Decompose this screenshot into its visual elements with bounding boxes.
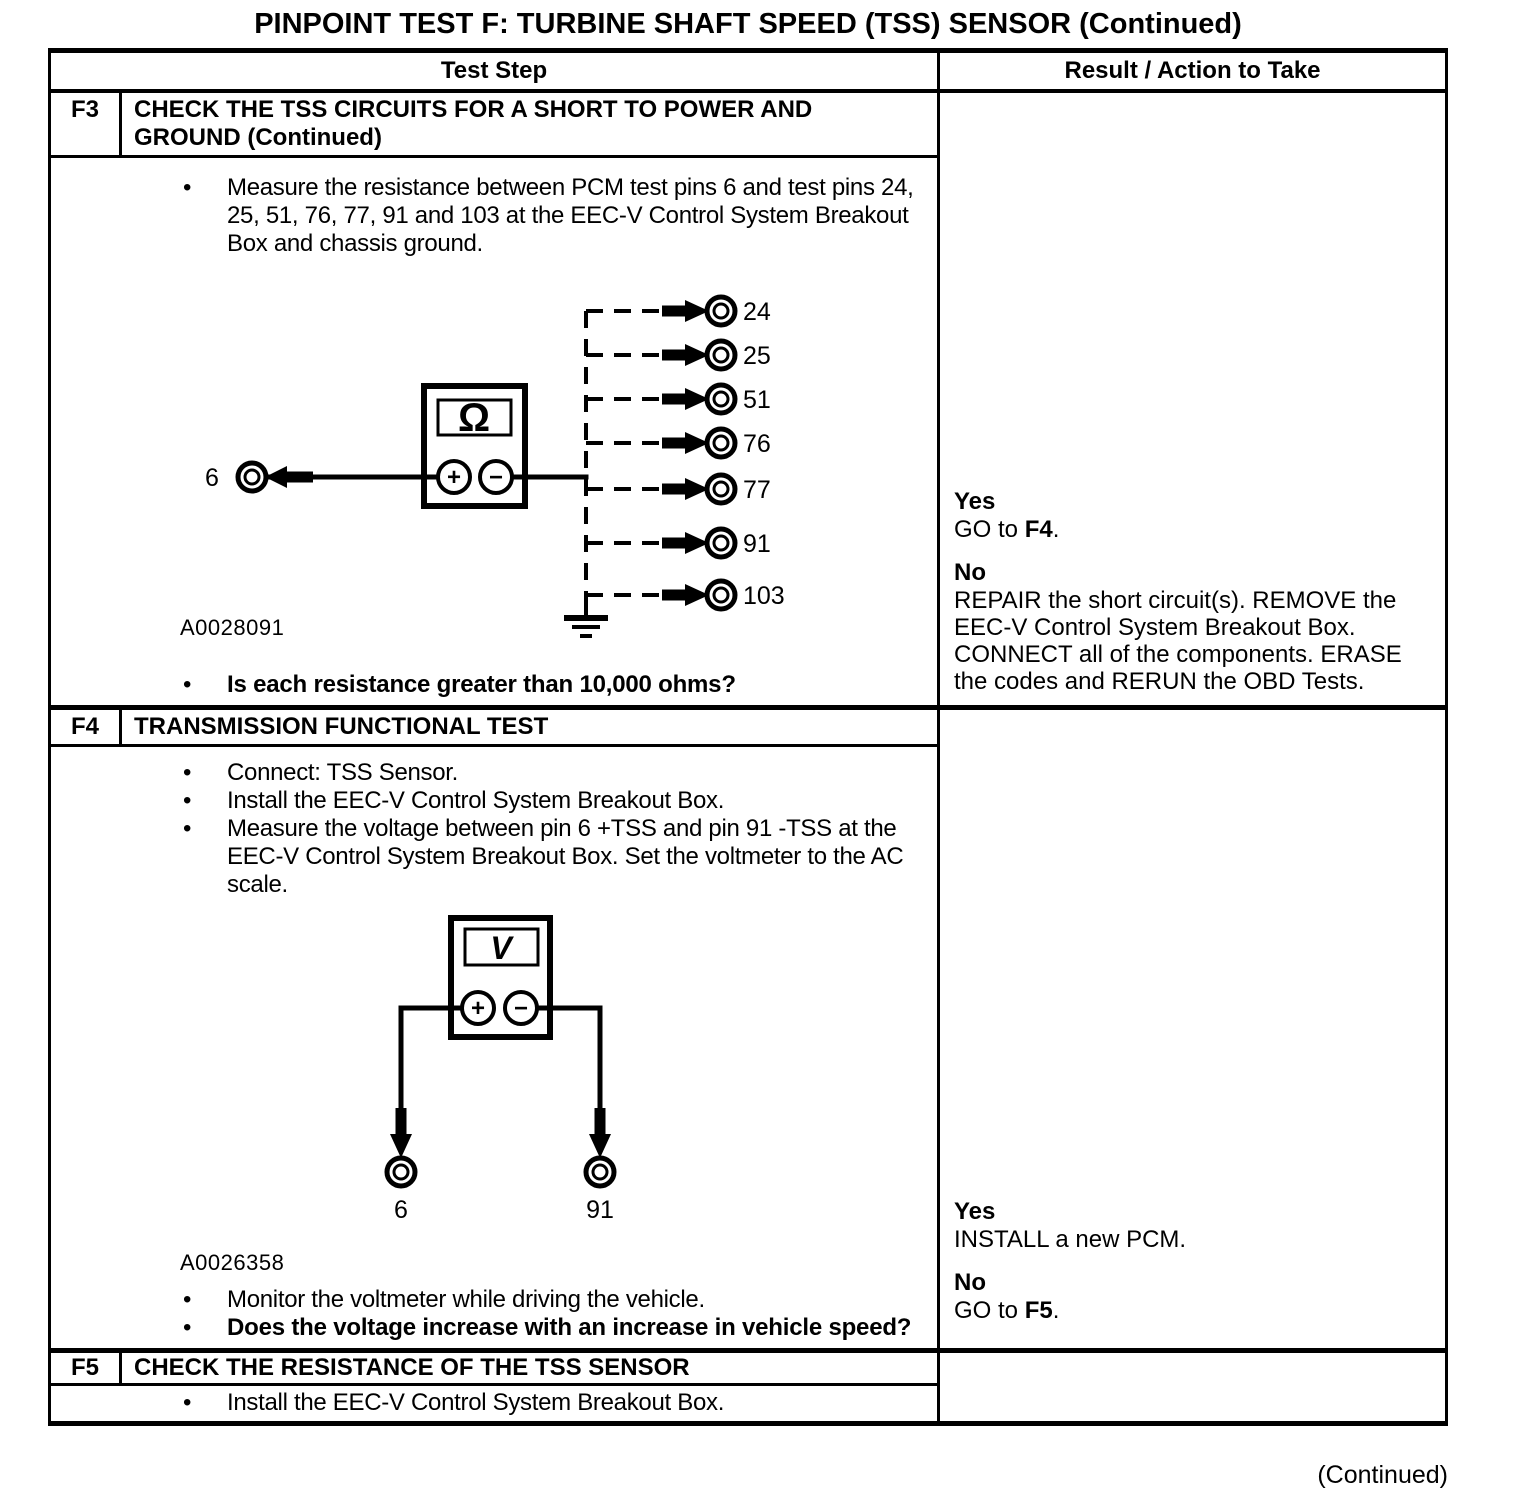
instruction-bullet bbox=[51, 1286, 937, 1314]
pin-label-6: 6 bbox=[394, 1196, 408, 1224]
pin-branch-77 bbox=[586, 475, 771, 504]
pin-label: 91 bbox=[743, 530, 771, 558]
action-suffix: . bbox=[1052, 516, 1060, 543]
step-row-f5 bbox=[51, 1348, 1445, 1421]
svg-text:+: + bbox=[470, 995, 486, 1022]
pin-label: 103 bbox=[743, 582, 785, 610]
pin-branch-76 bbox=[586, 429, 771, 458]
column-header-test-step: Test Step bbox=[51, 53, 940, 89]
ohm-symbol: Ω bbox=[457, 396, 491, 440]
instruction-bullet bbox=[51, 174, 937, 258]
question-text: Is each resistance greater than 10,000 ohms? bbox=[227, 671, 736, 698]
action-text bbox=[954, 1226, 1435, 1253]
pin-label-91: 91 bbox=[586, 1196, 614, 1224]
instruction-bullet bbox=[51, 759, 937, 787]
plus-terminal bbox=[462, 992, 494, 1024]
pin-branch-103 bbox=[586, 581, 785, 610]
instruction-text: Connect: TSS Sensor. bbox=[227, 759, 459, 786]
figure-id-label: A0026358 bbox=[180, 1250, 285, 1275]
bullet-marker-icon: • bbox=[183, 174, 192, 201]
action-main: INSTALL a new PCM. bbox=[954, 1226, 1187, 1253]
verdict-label: Yes bbox=[954, 488, 996, 515]
pin-label: 25 bbox=[743, 342, 771, 370]
step-title: TRANSMISSION FUNCTIONAL TEST bbox=[134, 713, 549, 740]
pin-branch-25 bbox=[586, 341, 771, 370]
instruction-text: Install the EEC-V Control System Breakout Box. bbox=[227, 787, 725, 814]
circuit-diagram-resistance-test bbox=[51, 286, 895, 650]
step-row-f4 bbox=[51, 705, 1445, 1348]
result-cell-f5 bbox=[940, 1353, 1445, 1421]
bullet-marker-icon: • bbox=[183, 671, 192, 698]
step-body-f3 bbox=[51, 158, 937, 705]
question-bullet bbox=[51, 671, 937, 699]
pin-label: 24 bbox=[743, 298, 771, 326]
instruction-bullet bbox=[51, 787, 937, 815]
plus-terminal bbox=[438, 461, 470, 493]
question-text: Does the voltage increase with an increase in vehicle speed? bbox=[227, 1314, 912, 1341]
step-body-f5 bbox=[51, 1386, 937, 1421]
pin-branch-91 bbox=[586, 529, 771, 558]
bullet-marker-icon: • bbox=[183, 759, 192, 786]
pin-branch-51 bbox=[586, 385, 771, 414]
volt-symbol: V bbox=[490, 930, 512, 966]
bullet-marker-icon: • bbox=[183, 1314, 192, 1341]
svg-text:−: − bbox=[513, 995, 529, 1022]
test-step-cell-f3 bbox=[51, 93, 940, 705]
bullet-marker-icon: • bbox=[183, 815, 192, 842]
instruction-text: Measure the resistance between PCM test pins 6 and test pins 24, 25, 51, 76, 77, 91 and 103 at the EEC-V Control System Breakout Box and chassis ground. bbox=[227, 174, 914, 257]
bullet-marker-icon: • bbox=[183, 787, 192, 814]
pinpoint-test-table bbox=[48, 48, 1448, 1426]
result-cell-f3 bbox=[940, 93, 1445, 705]
pin-connector-6 bbox=[238, 463, 266, 491]
action-main: GO to bbox=[954, 1297, 1025, 1324]
svg-text:+: + bbox=[446, 464, 462, 491]
step-number: F3 bbox=[51, 93, 122, 155]
step-header-f3 bbox=[51, 93, 937, 158]
step-header-f5 bbox=[51, 1353, 937, 1386]
probe-plug-icon bbox=[265, 466, 313, 488]
result-cell-f4 bbox=[940, 710, 1445, 1348]
figure-id-label: A0028091 bbox=[180, 615, 285, 640]
svg-text:−: − bbox=[488, 464, 504, 491]
pin-label: 76 bbox=[743, 430, 771, 458]
table-header-row bbox=[51, 53, 1445, 93]
minus-terminal bbox=[505, 992, 537, 1024]
verdict-label: No bbox=[954, 1269, 986, 1296]
ground-icon bbox=[564, 603, 608, 636]
probe-plug-icon bbox=[390, 1108, 412, 1158]
verdict-label: Yes bbox=[954, 1198, 996, 1225]
pin-connector-6 bbox=[387, 1158, 415, 1186]
instruction-text: Monitor the voltmeter while driving the vehicle. bbox=[227, 1286, 705, 1313]
action-main: GO to bbox=[954, 516, 1025, 543]
instruction-bullet bbox=[51, 815, 937, 899]
step-number: F4 bbox=[51, 710, 122, 744]
step-body-f4 bbox=[51, 747, 937, 1348]
result-item-no bbox=[954, 559, 1435, 695]
result-item-no bbox=[954, 1269, 1435, 1324]
step-row-f3 bbox=[51, 93, 1445, 705]
page-title: PINPOINT TEST F: TURBINE SHAFT SPEED (TSS) SENSOR (Continued) bbox=[254, 8, 1242, 40]
bullet-marker-icon: • bbox=[183, 1389, 192, 1416]
pin-connector-91 bbox=[586, 1158, 614, 1186]
step-title: CHECK THE TSS CIRCUITS FOR A SHORT TO POWER AND GROUND (Continued) bbox=[134, 96, 813, 151]
continued-note: (Continued) bbox=[1317, 1461, 1448, 1489]
step-header-f4 bbox=[51, 710, 937, 747]
bullet-marker-icon: • bbox=[183, 1286, 192, 1313]
question-bullet bbox=[51, 1314, 937, 1342]
result-item-yes bbox=[954, 488, 1435, 543]
action-step-ref: F4 bbox=[1024, 516, 1053, 543]
post-figure-bullets bbox=[51, 1286, 937, 1342]
pin-label: 77 bbox=[743, 476, 771, 504]
figure-resistance-test bbox=[51, 286, 937, 655]
pin-label-6: 6 bbox=[205, 464, 219, 492]
step-title: CHECK THE RESISTANCE OF THE TSS SENSOR bbox=[134, 1354, 690, 1381]
column-header-result: Result / Action to Take bbox=[1064, 57, 1321, 84]
action-text bbox=[954, 587, 1435, 695]
action-text bbox=[954, 1297, 1435, 1324]
action-text bbox=[954, 516, 1435, 543]
action-main: REPAIR the short circuit(s). REMOVE the EEC-V Control System Breakout Box. CONNECT all of the components. ERASE the codes and RERUN the OBD Tests. bbox=[954, 587, 1402, 695]
instruction-text: Install the EEC-V Control System Breakout Box. bbox=[227, 1389, 725, 1416]
action-suffix: . bbox=[1052, 1297, 1060, 1324]
pin-label: 51 bbox=[743, 386, 771, 414]
step-number: F5 bbox=[51, 1353, 122, 1383]
minus-terminal bbox=[480, 461, 512, 493]
action-step-ref: F5 bbox=[1024, 1297, 1053, 1324]
circuit-diagram-voltage-test bbox=[51, 903, 895, 1233]
probe-plug-icon bbox=[589, 1108, 611, 1158]
figure-voltage-test bbox=[51, 903, 937, 1276]
instruction-text: Measure the voltage between pin 6 +TSS and pin 91 -TSS at the EEC-V Control System Breakout Box. Set the voltmeter to the AC scale. bbox=[227, 815, 904, 898]
verdict-label: No bbox=[954, 559, 986, 586]
result-item-yes bbox=[954, 1198, 1435, 1253]
test-step-cell-f5 bbox=[51, 1353, 940, 1421]
instruction-bullet bbox=[51, 1389, 937, 1417]
pin-branch-24 bbox=[586, 297, 771, 326]
test-step-cell-f4 bbox=[51, 710, 940, 1348]
